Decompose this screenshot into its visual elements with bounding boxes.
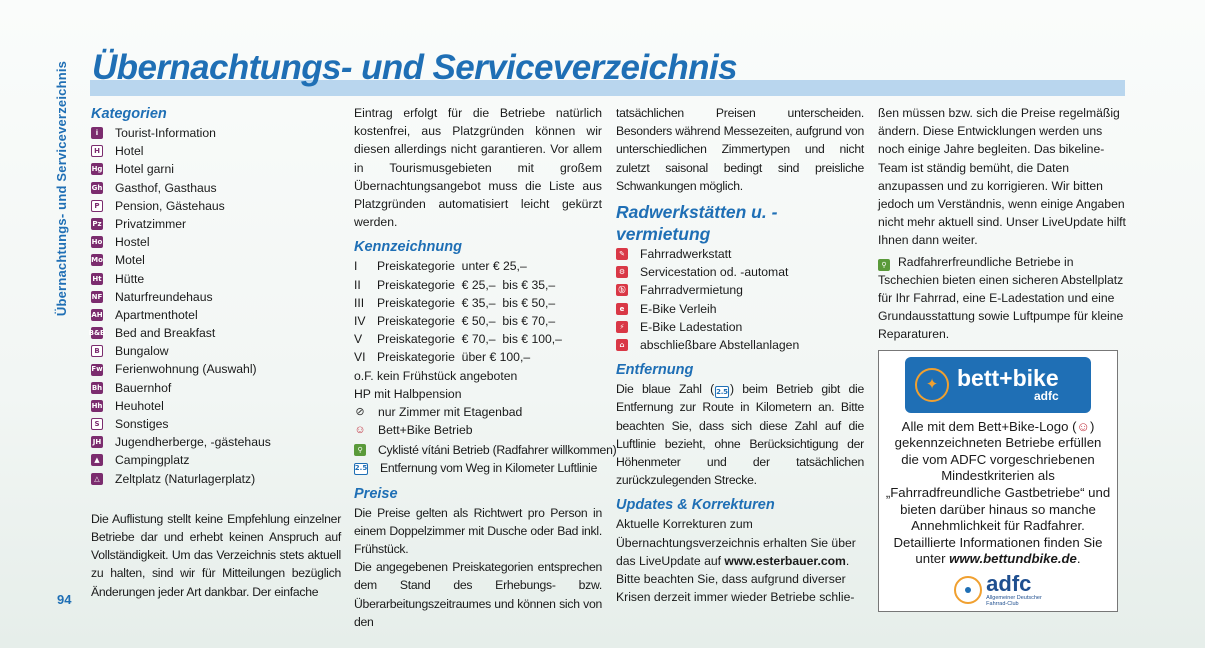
hp-row	[354, 385, 602, 403]
column-3	[616, 104, 864, 606]
kategorie-item	[91, 233, 341, 251]
adfc-text-pre: Alle mit dem Bett+Bike-Logo (	[901, 418, 1077, 434]
kategorie-badge-icon: NF	[91, 291, 103, 303]
service-item	[616, 245, 864, 263]
kategorie-badge-icon: Gh	[91, 182, 103, 194]
service-label: Servicestation od. -automat	[640, 265, 789, 280]
bettbike-smiley-icon: ☺	[354, 424, 366, 437]
price-category-key: II	[354, 277, 361, 292]
kategorie-badge-icon: Hh	[91, 400, 103, 412]
kategorie-item	[91, 270, 341, 288]
column-1	[88, 104, 341, 601]
col4-paragraph-2-block	[878, 253, 1128, 344]
entfernung-legend-text: Entfernung vom Weg in Kilometer Luftlinie	[380, 461, 598, 476]
service-item	[616, 263, 864, 281]
kategorie-item	[88, 324, 341, 342]
kategorie-label: Jugendherberge, -gästehaus	[115, 435, 271, 450]
price-category-key: IV	[354, 313, 366, 328]
cykliste-text: Cyklisté vítáni Betrieb (Radfahrer willkommen)	[378, 443, 617, 458]
kategorie-badge-icon: JH	[91, 436, 103, 448]
bettbike-info-text	[879, 419, 1117, 568]
etagenbad-row	[354, 403, 602, 421]
price-category-row	[354, 276, 602, 294]
service-label: E-Bike Ladestation	[640, 319, 743, 334]
kategorie-badge-icon: Fw	[91, 364, 103, 376]
price-category-text: Preiskategorie über € 100,–	[377, 350, 531, 365]
kategorie-label: Heuhotel	[115, 398, 164, 413]
entfernung-legend-row	[354, 459, 602, 477]
updates-post: .	[845, 553, 850, 568]
kategorie-label: Privatzimmer	[115, 216, 187, 231]
kategorie-badge-icon: Pz	[91, 218, 103, 230]
col4-paragraph-2-text: Radfahrerfreundliche Betriebe in Tschechien bieten einen sicheren Abstellplatz für Ihr Fahrrad, eine E-Ladestation und eine Grundausstattung sowie Luftpumpe für kleine Reparaturen.	[878, 254, 1124, 342]
kategorie-label: Zeltplatz (Naturlagerplatz)	[115, 471, 256, 486]
kategorie-item	[91, 215, 341, 233]
preise-heading: Preise	[354, 485, 398, 502]
price-category-key: I	[354, 259, 358, 274]
kategorie-badge-icon: Mo	[91, 254, 103, 266]
price-category-row	[354, 348, 602, 366]
kategorie-item	[91, 288, 341, 306]
adfc-logo-text: adfc	[986, 570, 1032, 596]
price-category-text: Preiskategorie € 50,– bis € 70,–	[377, 313, 556, 328]
kategorie-badge-icon: B&B	[91, 327, 103, 339]
kategorien-list	[88, 124, 341, 488]
bettbike-logo-text: bett+bike	[957, 365, 1059, 392]
cykliste-row	[354, 441, 617, 459]
kategorie-label: Campingplatz	[115, 453, 190, 468]
price-category-key: V	[354, 332, 363, 347]
kategorie-label: Hütte	[115, 271, 145, 286]
bettbike-row	[354, 421, 602, 439]
kategorie-item	[91, 433, 341, 451]
kategorie-label: Motel	[115, 253, 145, 268]
price-category-text: Preiskategorie € 25,– bis € 35,–	[377, 277, 556, 292]
distance-badge-inline-icon: 2.5	[715, 386, 729, 398]
service-icon: ⚡	[616, 321, 628, 333]
kategorie-label: Tourist-Information	[115, 126, 216, 140]
kategorie-badge-icon: Hg	[91, 163, 103, 175]
col3-intro: tatsächlichen Preisen unterscheiden. Besonders während Messezeiten, aufgrund von unterschiedlichen Zimmertypen und nicht zuletzt saisonal bedingt sind preisliche Schwankungen möglich.	[616, 106, 864, 193]
entfernung-post: ) beim Betrieb gibt die Entfernung zur Route in Kilometern an. Bitte beachten Sie, dass sich diese Zahl auf die Luftlinie bezieht, ohne Berücksichtigung der Höhenmeter und der tatsächlichen zurückzulegenden Strecke.	[616, 382, 864, 488]
price-category-row	[354, 294, 602, 312]
kategorie-item	[91, 379, 341, 397]
service-label: Fahrradvermietung	[640, 283, 743, 298]
service-label: E-Bike Verleih	[640, 301, 717, 316]
adfc-logo-line1: Allgemeiner Deutscher	[986, 594, 1042, 601]
bettbike-info-box	[878, 350, 1118, 612]
kategorie-label: Bauernhof	[115, 380, 172, 395]
kategorie-item	[91, 142, 341, 160]
kategorie-label: Hostel	[115, 235, 150, 250]
kategorien-heading: Kategorien	[91, 106, 167, 122]
updates-paragraph	[616, 515, 864, 570]
col2-intro: Eintrag erfolgt für die Betriebe natürlich kostenfrei, aus Platzgründen können wir diesen allerdings nicht garantieren. Vor allem in Tourismusgebieten mit großem Übernachtungsangebot muss die Liste aus Platzgründen automatisiert leicht gekürzt werden.	[354, 106, 602, 230]
esterbauer-link[interactable]: www.esterbauer.com	[724, 553, 846, 568]
service-item	[616, 336, 864, 354]
updates-paragraph-2: Bitte beachten Sie, dass aufgrund diverser Krisen derzeit immer wieder Betriebe schlie-	[616, 571, 855, 605]
shower-crossed-icon: ⊘	[355, 405, 365, 418]
updates-heading: Updates & Korrekturen	[616, 497, 775, 514]
column-4	[878, 104, 1128, 612]
kategorie-item	[91, 451, 341, 469]
col4-paragraph-2	[878, 253, 1128, 344]
service-icon: ⚙	[616, 266, 628, 278]
kategorie-badge-icon: S	[91, 418, 103, 430]
price-category-list	[354, 257, 602, 366]
adfc-ring-icon	[954, 576, 982, 604]
bettbike-sun-icon: ✦	[915, 368, 949, 402]
page-title: Übernachtungs- und Serviceverzeichnis	[92, 48, 737, 87]
kategorie-badge-icon: ▲	[91, 454, 103, 466]
service-item	[616, 281, 864, 299]
price-category-key: VI	[354, 350, 366, 365]
col1-paragraph: Die Auflistung stellt keine Empfehlung einzelner Betriebe dar und erhebt keinen Anspruch auf Vollständigkeit. Um das Verzeichnis stets aktuell zu halten, sind wir für Mitteilungen bezüglich Änderungen jeder Art dankbar. Der einfache	[91, 511, 341, 599]
bettbike-text: Bett+Bike Betrieb	[378, 423, 473, 438]
kategorie-badge-icon: △	[91, 473, 103, 485]
service-label: Fahrradwerkstatt	[640, 247, 732, 262]
cyklist-bike-icon: ⚲	[354, 444, 366, 456]
kennzeichnung-heading: Kennzeichnung	[354, 239, 462, 256]
kategorie-item	[91, 251, 341, 269]
kategorie-item	[91, 342, 341, 360]
kategorie-item	[91, 470, 341, 488]
of-text: o.F. kein Frühstück angeboten	[354, 368, 518, 383]
kategorie-item	[91, 415, 341, 433]
updates-pre: Aktuelle Korrekturen zum Übernachtungsverzeichnis erhalten Sie über das LiveUpdate auf	[616, 517, 856, 568]
price-category-row	[354, 312, 602, 330]
hp-text: HP mit Halbpension	[354, 386, 462, 401]
etagenbad-text: nur Zimmer mit Etagenbad	[378, 404, 523, 419]
kategorie-item	[91, 197, 341, 215]
kategorie-badge-icon: H	[91, 145, 103, 157]
kategorie-label: Pension, Gästehaus	[115, 198, 225, 213]
kategorie-label: Apartmenthotel	[115, 307, 198, 322]
side-label-text: Übernachtungs- und Serviceverzeichnis	[54, 60, 70, 316]
kategorie-item	[91, 124, 341, 142]
service-icon: e	[616, 303, 628, 315]
service-icon: ⓑ	[616, 284, 628, 296]
kategorie-item	[91, 397, 341, 415]
kategorie-label: Hotel	[115, 144, 144, 159]
kategorie-label: Gasthof, Gasthaus	[115, 180, 217, 195]
entfernung-paragraph	[616, 380, 864, 489]
kategorie-item	[91, 306, 341, 324]
service-label: abschließbare Abstellanlagen	[640, 337, 800, 352]
price-category-text: Preiskategorie € 35,– bis € 50,–	[377, 295, 556, 310]
kategorie-label: Hotel garni	[115, 162, 174, 177]
kategorie-item	[91, 360, 341, 378]
kategorie-badge-icon: i	[91, 127, 103, 139]
side-section-label	[52, 48, 72, 328]
page-number: 94	[57, 592, 72, 607]
kategorie-badge-icon: Ho	[91, 236, 103, 248]
radwerkstaetten-list	[616, 245, 864, 354]
service-item	[616, 300, 864, 318]
price-category-row	[354, 257, 602, 275]
kategorie-label: Bed and Breakfast	[115, 326, 216, 341]
preise-paragraph-2: Die angegebenen Preiskategorien entsprechen dem Stand des Erhebungs- bzw. Überarbeitungszeitraumes und können sich von den	[354, 560, 602, 629]
adfc-text-end: .	[1076, 551, 1081, 567]
kategorie-badge-icon: Ht	[91, 273, 103, 285]
kategorie-label: Ferienwohnung (Auswahl)	[115, 362, 257, 377]
cyklist-bike-icon-inline: ⚲	[878, 259, 890, 271]
price-category-text: Preiskategorie unter € 25,–	[377, 259, 527, 274]
column-2	[354, 104, 617, 631]
bettbike-logo	[905, 357, 1091, 413]
service-item	[616, 318, 864, 336]
entfernung-pre: Die blaue Zahl (	[616, 382, 714, 397]
distance-badge-icon: 2.5	[354, 463, 368, 475]
bettbike-logo-sub: adfc	[1033, 389, 1059, 404]
service-icon: ✎	[616, 248, 628, 260]
bettbike-smiley-inline-icon: ☺	[1076, 418, 1090, 434]
kategorie-label: Bungalow	[115, 344, 169, 359]
price-category-row	[354, 330, 602, 348]
price-category-text: Preiskategorie € 70,– bis € 100,–	[377, 332, 562, 347]
radwerkstaetten-heading: Radwerkstätten u. -vermietung	[616, 202, 778, 245]
price-category-key: III	[354, 295, 365, 310]
of-row	[354, 367, 602, 385]
service-icon: ⌂	[616, 339, 628, 351]
kategorie-badge-icon: AH	[91, 309, 103, 321]
kategorie-badge-icon: P	[91, 200, 103, 212]
kategorie-badge-icon: B	[91, 345, 103, 357]
preise-paragraph-1: Die Preise gelten als Richtwert pro Person in einem Doppelzimmer mit Dusche oder Bad inkl. Frühstück.	[354, 505, 602, 557]
adfc-text-mid: ) gekennzeichneten Betriebe erfüllen die vom ADFC vorgeschriebenen Mindestkriterien als „Fahrradfreundliche Gastbetriebe“ und bieten darüber hinaus so manche Annehmlichkeit für Radfahrer. Detaillierte Informationen finden Sie unter	[885, 418, 1111, 567]
kategorie-badge-icon: Bh	[91, 382, 103, 394]
kategorie-label: Naturfreundehaus	[115, 289, 213, 304]
kategorie-label: Sonstiges	[115, 417, 169, 431]
entfernung-heading: Entfernung	[616, 362, 694, 379]
adfc-logo-line2: Fahrrad-Club	[986, 600, 1019, 607]
kategorie-item	[91, 160, 341, 178]
col4-paragraph-1: ßen müssen bzw. sich die Preise regelmäßig ändern. Diese Entwicklungen werden uns noch einige Jahre begleiten. Das bikeline-Team ist ständig bemüht, die Daten anzupassen und zu korrigieren. Wir bitten jedoch um Verständnis, wenn einige Angaben nicht mehr aktuell sind. Unser LiveUpdate hilft Ihnen dann weiter.	[878, 106, 1126, 248]
kategorie-item	[91, 179, 341, 197]
bettundbike-link[interactable]: www.bettundbike.de	[949, 551, 1077, 567]
adfc-logo	[954, 570, 1042, 607]
